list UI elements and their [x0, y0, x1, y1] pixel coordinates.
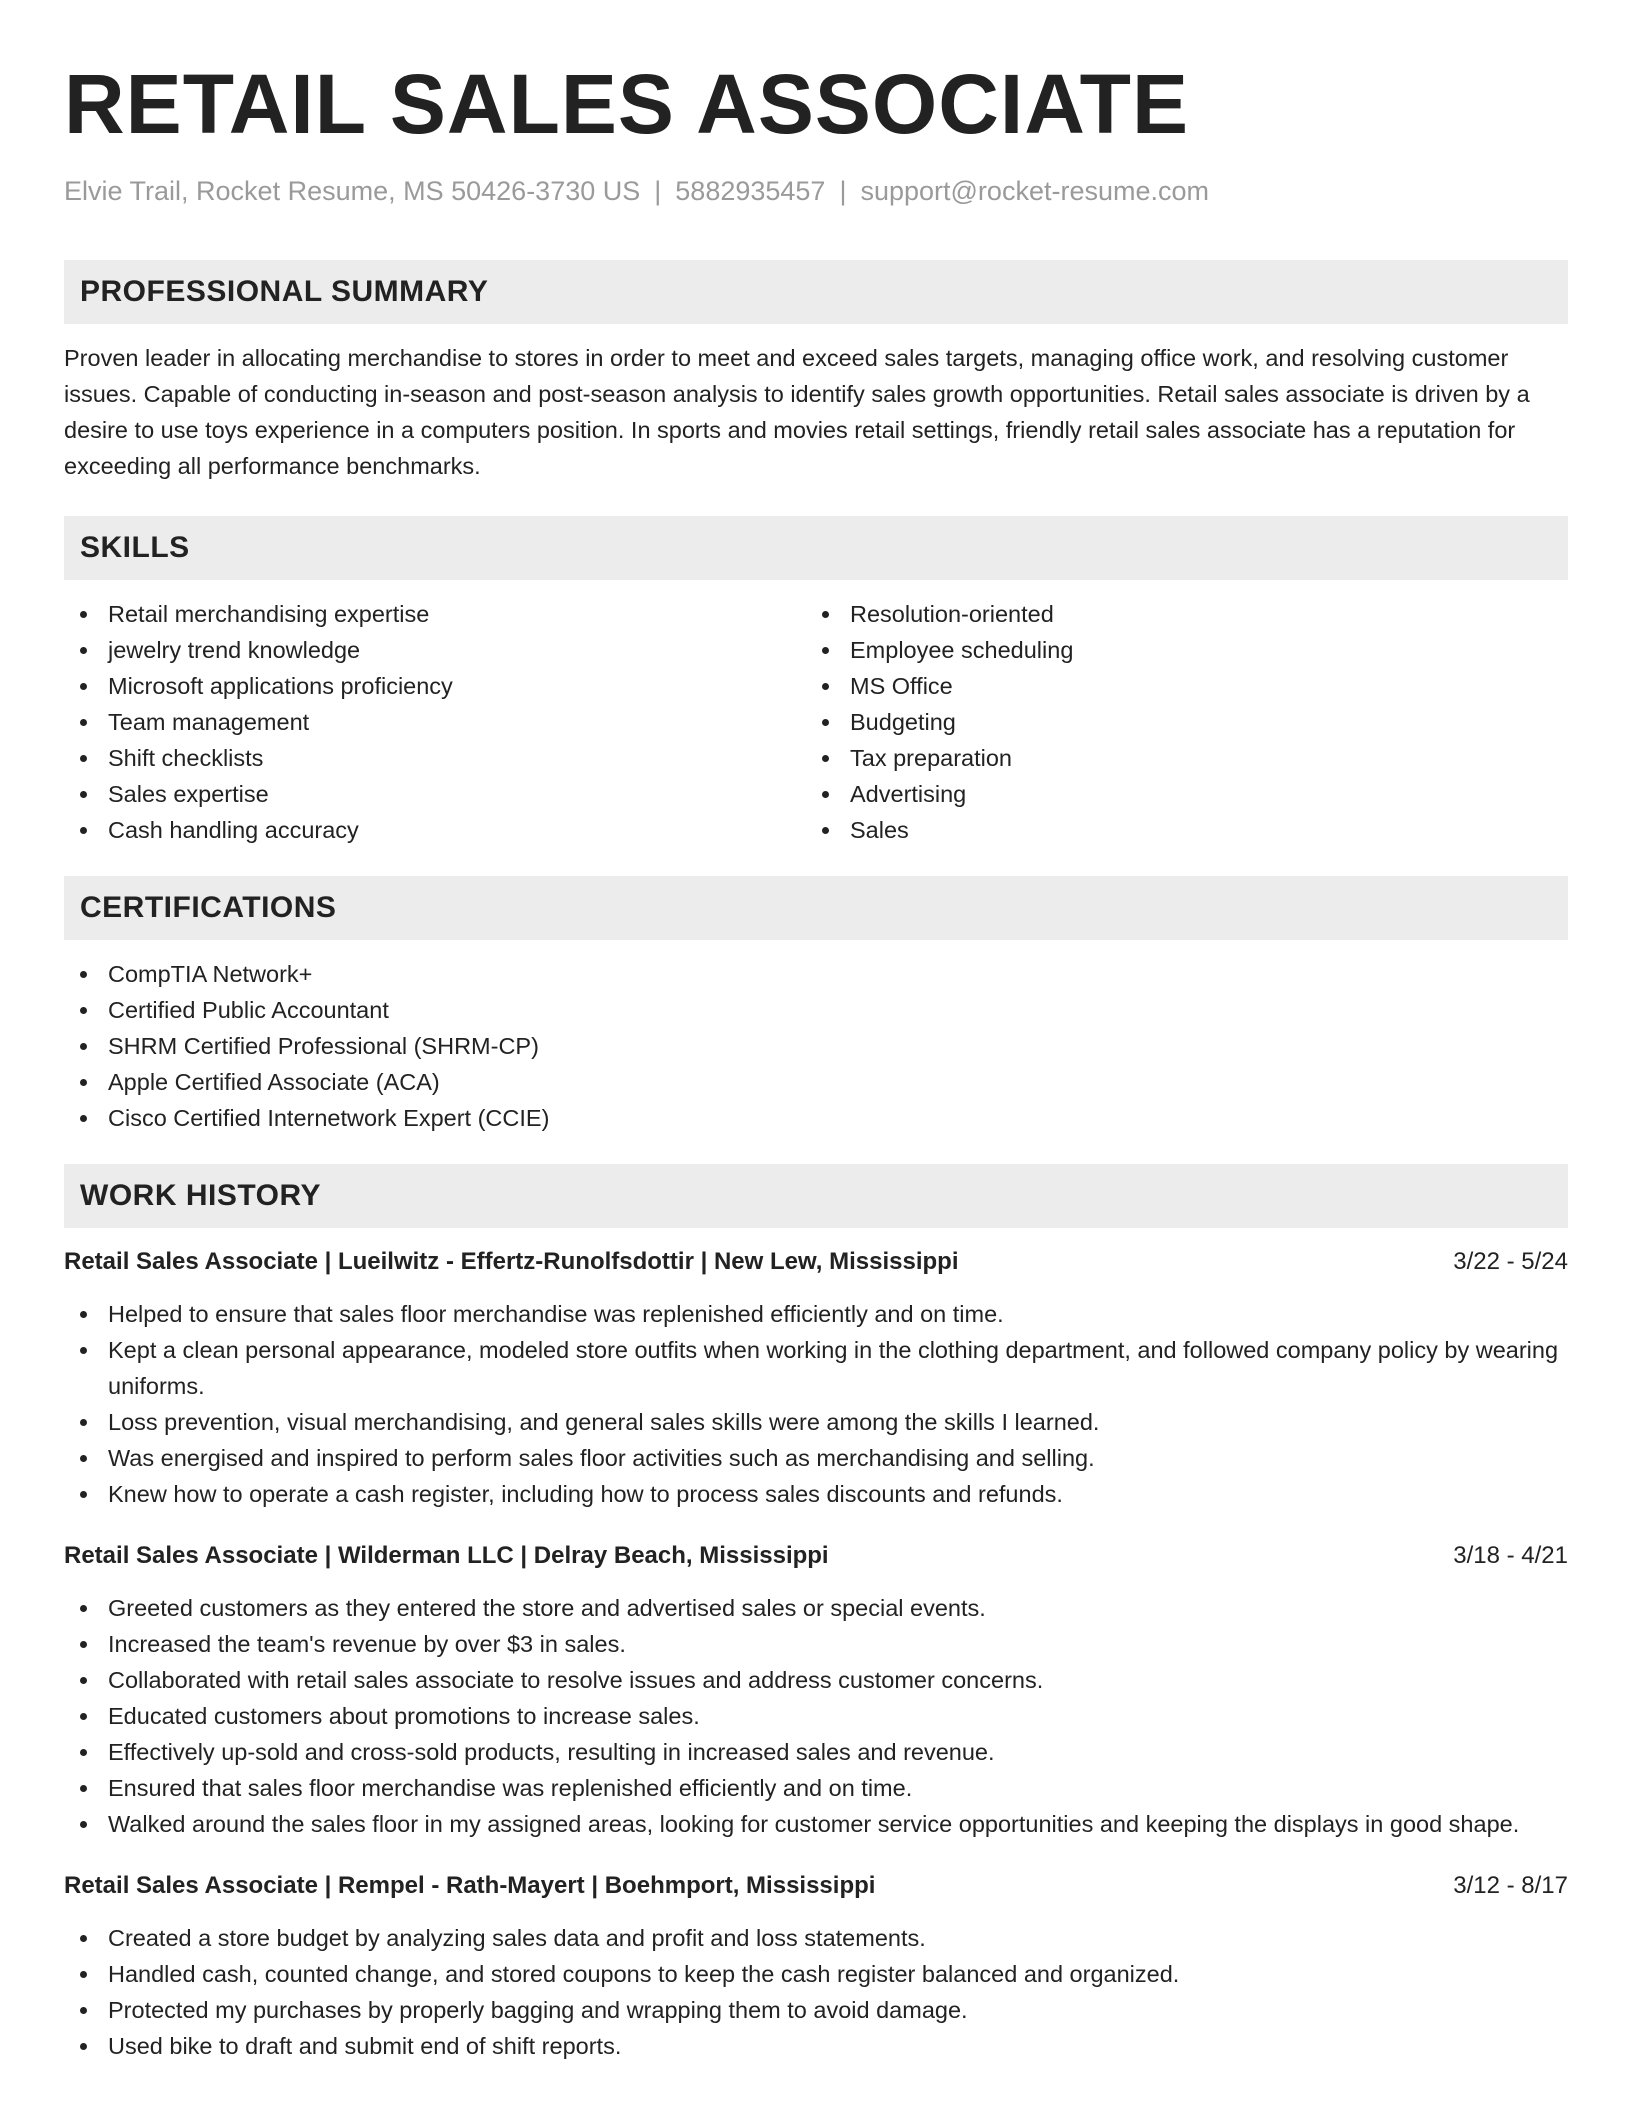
- certifications-list: [64, 956, 1568, 1136]
- skill-item: Employee scheduling: [806, 632, 1548, 668]
- job-header: [64, 1868, 1568, 1904]
- job-bullet: Helped to ensure that sales floor merchandise was replenished efficiently and on time.: [64, 1296, 1568, 1332]
- skill-item: Team management: [64, 704, 806, 740]
- certification-item: Certified Public Accountant: [64, 992, 1568, 1028]
- contact-address: Elvie Trail, Rocket Resume, MS 50426-3730 US: [64, 176, 641, 206]
- job-entry: [64, 1868, 1568, 2064]
- certification-item: SHRM Certified Professional (SHRM-CP): [64, 1028, 1568, 1064]
- job-bullet: Knew how to operate a cash register, including how to process sales discounts and refunds.: [64, 1476, 1568, 1512]
- skill-item: Cash handling accuracy: [64, 812, 806, 848]
- job-heading: Retail Sales Associate | Rempel - Rath-Mayert | Boehmport, Mississippi: [64, 1872, 876, 1899]
- skill-item: Tax preparation: [806, 740, 1548, 776]
- skill-item: Sales: [806, 812, 1548, 848]
- job-dates: 3/12 - 8/17: [1453, 1872, 1568, 1899]
- skills-column-left: [64, 596, 806, 848]
- job-bullet-list: [64, 1296, 1568, 1512]
- certification-item: Apple Certified Associate (ACA): [64, 1064, 1568, 1100]
- job-heading: Retail Sales Associate | Lueilwitz - Effertz-Runolfsdottir | New Lew, Mississippi: [64, 1248, 959, 1275]
- skills-list-left: [64, 596, 806, 848]
- skills-column-right: [806, 596, 1548, 848]
- skills-list-right: [806, 596, 1548, 848]
- job-dates: 3/22 - 5/24: [1453, 1248, 1568, 1275]
- job-bullet-list: [64, 1590, 1568, 1842]
- job-bullet: Effectively up-sold and cross-sold products, resulting in increased sales and revenue.: [64, 1734, 1568, 1770]
- job-bullet: Handled cash, counted change, and stored coupons to keep the cash register balanced and organized.: [64, 1956, 1568, 1992]
- skill-item: Shift checklists: [64, 740, 806, 776]
- job-bullet: Loss prevention, visual merchandising, and general sales skills were among the skills I learned.: [64, 1404, 1568, 1440]
- certification-item: CompTIA Network+: [64, 956, 1568, 992]
- job-bullet: Was energised and inspired to perform sales floor activities such as merchandising and selling.: [64, 1440, 1568, 1476]
- skills-section-header: SKILLS: [64, 516, 1568, 580]
- job-heading: Retail Sales Associate | Wilderman LLC | Delray Beach, Mississippi: [64, 1542, 829, 1569]
- contact-line: [64, 174, 1568, 208]
- job-dates: 3/18 - 4/21: [1453, 1542, 1568, 1569]
- contact-separator: |: [654, 176, 662, 206]
- job-entry: [64, 1244, 1568, 1512]
- summary-text: Proven leader in allocating merchandise to stores in order to meet and exceed sales targets, managing office work, and resolving customer issues. Capable of conducting in-season and post-season analysis to identify sales growth opportunities. Retail sales associate is driven by a desire to use toys experience in a computers position. In sports and movies retail settings, friendly retail sales associate has a reputation for exceeding all performance benchmarks.: [64, 345, 1530, 479]
- contact-email: support@rocket-resume.com: [860, 176, 1209, 206]
- job-header: [64, 1538, 1568, 1574]
- job-bullet: Collaborated with retail sales associate to resolve issues and address customer concerns.: [64, 1662, 1568, 1698]
- skill-item: MS Office: [806, 668, 1548, 704]
- contact-phone: 5882935457: [675, 176, 826, 206]
- job-bullet: Kept a clean personal appearance, modeled store outfits when working in the clothing department, and followed company policy by wearing uniforms.: [64, 1332, 1568, 1404]
- job-header: [64, 1244, 1568, 1280]
- job-bullet: Increased the team's revenue by over $3 in sales.: [64, 1626, 1568, 1662]
- contact-separator: |: [839, 176, 847, 206]
- job-bullet: Created a store budget by analyzing sales data and profit and loss statements.: [64, 1920, 1568, 1956]
- work-history-section-header: WORK HISTORY: [64, 1164, 1568, 1228]
- summary-section-header: PROFESSIONAL SUMMARY: [64, 260, 1568, 324]
- job-bullet: Walked around the sales floor in my assigned areas, looking for customer service opportunities and keeping the displays in good shape.: [64, 1806, 1568, 1842]
- skill-item: Retail merchandising expertise: [64, 596, 806, 632]
- skill-item: Microsoft applications proficiency: [64, 668, 806, 704]
- skill-item: Sales expertise: [64, 776, 806, 812]
- certification-item: Cisco Certified Internetwork Expert (CCIE): [64, 1100, 1568, 1136]
- job-entry: [64, 1538, 1568, 1842]
- skill-item: Advertising: [806, 776, 1548, 812]
- certifications-section-header: CERTIFICATIONS: [64, 876, 1568, 940]
- job-bullet: Ensured that sales floor merchandise was replenished efficiently and on time.: [64, 1770, 1568, 1806]
- skills-columns: [64, 596, 1568, 848]
- skill-item: Resolution-oriented: [806, 596, 1548, 632]
- resume-title: RETAIL SALES ASSOCIATE: [64, 57, 1189, 151]
- skill-item: Budgeting: [806, 704, 1548, 740]
- job-bullet-list: [64, 1920, 1568, 2064]
- job-bullet: Greeted customers as they entered the store and advertised sales or special events.: [64, 1590, 1568, 1626]
- job-bullet: Protected my purchases by properly bagging and wrapping them to avoid damage.: [64, 1992, 1568, 2028]
- job-bullet: Used bike to draft and submit end of shift reports.: [64, 2028, 1568, 2064]
- job-bullet: Educated customers about promotions to increase sales.: [64, 1698, 1568, 1734]
- skill-item: jewelry trend knowledge: [64, 632, 806, 668]
